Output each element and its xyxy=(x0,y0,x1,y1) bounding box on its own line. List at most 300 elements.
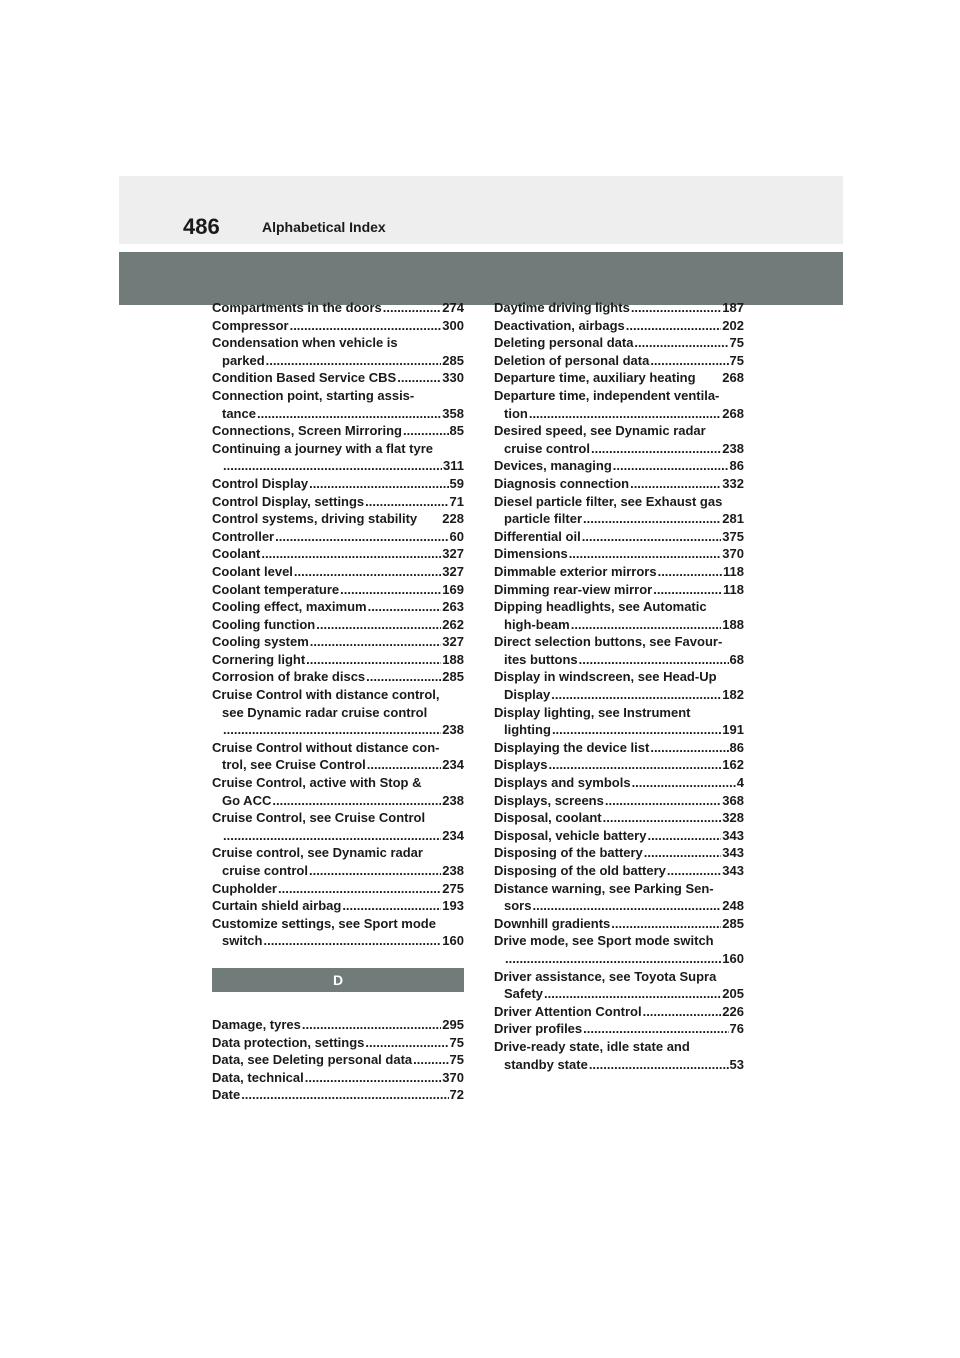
dot-leader xyxy=(278,880,441,898)
index-entry-row xyxy=(212,457,464,475)
dot-leader xyxy=(605,792,721,810)
page-reference: 75 xyxy=(449,1034,464,1050)
index-entry xyxy=(212,1016,464,1034)
index-entry xyxy=(212,686,464,739)
index-term: Driver profiles xyxy=(494,1021,583,1037)
page-reference: 188 xyxy=(442,651,464,667)
section-title: Alphabetical Index xyxy=(262,219,386,235)
index-term: trol, see Cruise Control xyxy=(222,757,366,773)
index-entry xyxy=(212,844,464,879)
index-entry-row xyxy=(212,352,464,370)
index-entry-text: Cruise Control without distance con- xyxy=(212,739,440,755)
page-reference: 332 xyxy=(722,475,744,491)
page-reference: 268 xyxy=(722,370,744,386)
index-entry-text: Display lighting, see Instrument xyxy=(494,704,691,720)
page-reference: 358 xyxy=(442,405,464,421)
index-entry-text: Customize settings, see Sport mode xyxy=(212,915,436,931)
index-entry xyxy=(212,774,464,809)
index-term: Data, see Deleting personal data xyxy=(212,1052,413,1068)
page-reference: 343 xyxy=(722,845,744,861)
page-reference: 327 xyxy=(442,546,464,562)
index-term: lighting xyxy=(504,722,551,738)
index-entry xyxy=(494,352,744,370)
index-entry-row xyxy=(212,1069,464,1087)
dot-leader xyxy=(383,299,442,317)
index-entry-row xyxy=(212,932,464,950)
index-entry-row xyxy=(494,686,744,704)
index-entry-row xyxy=(494,827,744,845)
dot-leader xyxy=(290,317,442,335)
dot-leader xyxy=(667,862,721,880)
index-entry-row xyxy=(212,827,464,845)
dot-leader xyxy=(643,1003,722,1021)
page-reference: 248 xyxy=(722,898,744,914)
dot-leader xyxy=(632,774,736,792)
page-reference: 191 xyxy=(722,722,744,738)
page-reference: 262 xyxy=(442,616,464,632)
index-entry-row xyxy=(494,440,744,458)
index-term: Connections, Screen Mirroring xyxy=(212,423,402,439)
dot-leader xyxy=(603,809,722,827)
index-entry-row xyxy=(494,405,744,423)
index-entry xyxy=(494,545,744,563)
index-entry-row xyxy=(212,616,464,634)
index-entry-text: Direct selection buttons, see Favour- xyxy=(494,634,723,650)
dot-leader xyxy=(309,475,448,493)
page-reference: 263 xyxy=(442,599,464,615)
page-reference: 59 xyxy=(449,475,464,491)
page-reference: 193 xyxy=(442,898,464,914)
index-entry-row xyxy=(494,1003,744,1021)
index-entry xyxy=(212,369,464,387)
index-entry-row xyxy=(212,756,464,774)
page-reference: 370 xyxy=(442,1069,464,1085)
index-term: Data protection, settings xyxy=(212,1034,365,1050)
dot-leader xyxy=(569,545,722,563)
index-entry-row xyxy=(494,950,744,968)
index-entry xyxy=(212,563,464,581)
index-entry xyxy=(212,317,464,335)
index-term: Driver Attention Control xyxy=(494,1003,642,1019)
index-entry-row xyxy=(212,633,464,651)
index-entry xyxy=(494,827,744,845)
page-reference: 68 xyxy=(729,651,744,667)
index-entry-row xyxy=(212,545,464,563)
page-reference: 268 xyxy=(722,405,744,421)
page-reference: 72 xyxy=(449,1087,464,1103)
index-entry-row xyxy=(212,1016,464,1034)
index-entry xyxy=(494,844,744,862)
dot-leader xyxy=(548,756,721,774)
page-reference: 285 xyxy=(722,915,744,931)
index-entry xyxy=(494,299,744,317)
index-entry xyxy=(212,422,464,440)
index-entry xyxy=(212,1069,464,1087)
index-term: Coolant temperature xyxy=(212,581,340,597)
page-reference: 4 xyxy=(736,775,744,791)
page-reference: 343 xyxy=(722,863,744,878)
index-entry xyxy=(494,809,744,827)
page-reference: 205 xyxy=(722,986,744,1002)
dot-leader xyxy=(316,616,441,634)
index-entry-row xyxy=(494,317,744,335)
index-entry-text: Driver assistance, see Toyota Supra xyxy=(494,968,717,984)
dot-leader xyxy=(647,827,721,845)
index-entry-row xyxy=(212,792,464,810)
index-entry xyxy=(494,563,744,581)
dot-leader xyxy=(365,493,448,511)
index-entry-row xyxy=(494,756,744,774)
index-entry xyxy=(212,510,464,528)
index-entry-text: Cruise Control, active with Stop & xyxy=(212,775,422,791)
index-entry xyxy=(494,880,744,915)
index-entry-text: Drive mode, see Sport mode switch xyxy=(494,933,714,949)
index-column-left xyxy=(212,299,464,1104)
index-entry-text: Cruise Control with distance control, xyxy=(212,687,440,703)
page-number: 486 xyxy=(183,214,220,239)
index-entry-text: Departure time, independent ventila- xyxy=(494,387,720,403)
page-reference: 238 xyxy=(442,792,464,808)
dot-leader xyxy=(634,334,728,352)
page-reference: 238 xyxy=(442,863,464,878)
index-entry-row xyxy=(494,651,744,669)
index-term: Data, technical xyxy=(212,1069,304,1085)
page-reference: 85 xyxy=(449,423,464,439)
index-entry xyxy=(494,1020,744,1038)
index-entry-row xyxy=(212,721,464,739)
index-term: cruise control xyxy=(222,863,308,878)
dot-leader xyxy=(309,862,441,880)
page-reference: 228 xyxy=(442,511,464,527)
page-reference: 162 xyxy=(722,757,744,773)
dot-leader xyxy=(368,598,442,616)
index-term: parked xyxy=(222,352,265,368)
index-entry-text: Drive-ready state, idle state and xyxy=(494,1038,690,1054)
index-entry-row xyxy=(494,457,744,475)
index-entry-text: Distance warning, see Parking Sen- xyxy=(494,880,714,896)
index-term: sors xyxy=(504,898,532,914)
index-entry-row xyxy=(212,651,464,669)
index-entry xyxy=(494,915,744,933)
index-entry-row xyxy=(212,897,464,915)
page-reference: 311 xyxy=(443,458,464,474)
index-entry-row xyxy=(212,581,464,599)
index-entry xyxy=(212,668,464,686)
index-entry xyxy=(212,387,464,422)
dot-leader xyxy=(552,721,721,739)
index-term: Condition Based Service CBS xyxy=(212,370,397,386)
dot-leader xyxy=(302,1016,441,1034)
index-entry xyxy=(212,1051,464,1069)
page-reference: 75 xyxy=(729,335,744,351)
index-entry-row xyxy=(494,581,744,599)
index-entry-row xyxy=(212,299,464,317)
page-reference: 76 xyxy=(729,1021,744,1037)
dot-leader xyxy=(650,739,728,757)
index-term: Disposal, coolant xyxy=(494,810,602,826)
index-term: Dimensions xyxy=(494,546,568,562)
dot-leader xyxy=(366,668,441,686)
dot-leader xyxy=(653,581,722,599)
index-entry xyxy=(494,774,744,792)
index-entry-row xyxy=(494,721,744,739)
index-entry-row xyxy=(494,862,744,880)
dot-leader xyxy=(579,651,729,669)
page-reference: 118 xyxy=(723,581,744,597)
dot-leader xyxy=(583,510,721,528)
index-entry-row xyxy=(494,545,744,563)
page-reference: 370 xyxy=(722,546,744,562)
index-entry xyxy=(212,528,464,546)
index-entry xyxy=(212,440,464,475)
index-entry-row xyxy=(494,739,744,757)
dot-leader xyxy=(223,827,441,845)
page-reference: 160 xyxy=(722,950,744,966)
index-entry-row xyxy=(494,774,744,792)
index-list-d-continued xyxy=(494,299,744,1073)
index-entry-row xyxy=(212,563,464,581)
index-entry xyxy=(212,880,464,898)
index-term: Control systems, driving stability xyxy=(212,511,418,527)
index-column-right xyxy=(494,299,744,1073)
index-entry-row xyxy=(494,528,744,546)
index-entry-row xyxy=(212,598,464,616)
letter-header-d: D xyxy=(212,968,464,992)
index-term: Displaying the device list xyxy=(494,739,650,755)
index-entry-text: Desired speed, see Dynamic radar xyxy=(494,423,706,439)
index-entry-text: Display in windscreen, see Head-Up xyxy=(494,669,717,685)
index-term: Deletion of personal data xyxy=(494,352,650,368)
page-reference: 86 xyxy=(729,458,744,474)
index-entry-row xyxy=(212,405,464,423)
header-band xyxy=(119,176,843,244)
index-term: Coolant level xyxy=(212,563,293,579)
index-entry-row xyxy=(494,792,744,810)
index-entry-row xyxy=(212,1086,464,1104)
index-entry xyxy=(494,581,744,599)
index-entry-text: Cruise Control, see Cruise Control xyxy=(212,810,426,826)
index-entry-row xyxy=(494,563,744,581)
index-term: cruise control xyxy=(504,440,590,456)
page-reference: 343 xyxy=(722,827,744,843)
index-entry xyxy=(212,633,464,651)
index-entry xyxy=(212,897,464,915)
index-term: Disposing of the old battery xyxy=(494,863,666,878)
index-entry xyxy=(212,739,464,774)
page-reference: 295 xyxy=(442,1016,464,1032)
index-entry-row xyxy=(494,897,744,915)
dot-leader xyxy=(261,545,441,563)
index-entry-row xyxy=(494,616,744,634)
dot-leader xyxy=(306,651,441,669)
dot-leader xyxy=(413,1051,448,1069)
index-entry xyxy=(494,633,744,668)
index-entry xyxy=(212,651,464,669)
page-reference: 182 xyxy=(722,687,744,703)
dot-leader xyxy=(505,950,721,968)
index-term: Cooling effect, maximum xyxy=(212,599,367,615)
index-entry xyxy=(494,968,744,1003)
page-reference: 188 xyxy=(722,616,744,632)
index-entry xyxy=(494,739,744,757)
page-reference: 71 xyxy=(449,493,464,509)
page-reference: 275 xyxy=(442,880,464,896)
index-entry-row xyxy=(494,369,744,387)
index-entry xyxy=(494,932,744,967)
index-entry xyxy=(212,334,464,369)
page-reference: 160 xyxy=(442,933,464,949)
index-entry-text: Continuing a journey with a flat tyre xyxy=(212,440,434,456)
index-term: Displays and symbols xyxy=(494,775,631,791)
page-reference: 328 xyxy=(722,810,744,826)
page-reference: 285 xyxy=(442,352,464,368)
page-reference: 202 xyxy=(722,317,744,333)
index-list-d xyxy=(212,1016,464,1104)
index-term: Control Display xyxy=(212,475,309,491)
index-list-c xyxy=(212,299,464,950)
dot-leader xyxy=(310,633,442,651)
dot-leader xyxy=(626,317,722,335)
index-term: Cooling function xyxy=(212,616,316,632)
index-term: Safety xyxy=(504,986,544,1002)
index-entry xyxy=(494,704,744,739)
index-entry-row xyxy=(494,352,744,370)
index-term: Departure time, auxiliary heating xyxy=(494,370,696,386)
dot-leader xyxy=(241,1086,448,1104)
index-entry xyxy=(494,668,744,703)
index-term: Compressor xyxy=(212,317,289,333)
index-term: Disposal, vehicle battery xyxy=(494,827,647,843)
index-entry xyxy=(212,616,464,634)
dot-leader xyxy=(365,1034,448,1052)
index-term: Controller xyxy=(212,528,275,544)
index-entry-text: Cruise control, see Dynamic radar xyxy=(212,845,423,861)
header-dark-band xyxy=(119,252,843,305)
index-term: Diagnosis connection xyxy=(494,475,630,491)
index-entry-row xyxy=(212,317,464,335)
index-entry xyxy=(494,493,744,528)
index-term: standby state xyxy=(504,1056,588,1072)
index-term: Disposing of the battery xyxy=(494,845,643,861)
dot-leader xyxy=(403,422,449,440)
index-entry-row xyxy=(494,844,744,862)
index-term: Devices, managing xyxy=(494,458,612,474)
dot-leader xyxy=(551,686,721,704)
index-entry-row xyxy=(494,809,744,827)
index-entry-row xyxy=(212,493,464,511)
index-term: Displays xyxy=(494,757,548,773)
index-entry xyxy=(494,369,744,387)
page-reference: 86 xyxy=(729,739,744,755)
index-term: particle filter xyxy=(504,511,583,527)
page-reference: 53 xyxy=(729,1056,744,1072)
page-reference: 274 xyxy=(442,300,464,315)
index-term: Go ACC xyxy=(222,792,272,808)
index-entry xyxy=(494,598,744,633)
page-reference: 226 xyxy=(722,1003,744,1019)
index-entry-text: Connection point, starting assis- xyxy=(212,387,415,403)
index-entry xyxy=(212,915,464,950)
index-entry xyxy=(494,475,744,493)
index-entry xyxy=(212,545,464,563)
page-reference: 327 xyxy=(442,634,464,650)
index-entry xyxy=(212,598,464,616)
dot-leader xyxy=(397,369,441,387)
index-term: high-beam xyxy=(504,616,570,632)
dot-leader xyxy=(644,844,722,862)
page-reference: 75 xyxy=(729,352,744,368)
index-term: Displays, screens xyxy=(494,792,604,808)
dot-leader xyxy=(571,616,722,634)
dot-leader xyxy=(342,897,441,915)
dot-leader xyxy=(630,475,721,493)
dot-leader xyxy=(340,581,441,599)
index-term: Display xyxy=(504,687,551,703)
page-reference: 281 xyxy=(722,511,744,527)
dot-leader xyxy=(544,985,721,1003)
index-entry-row xyxy=(212,668,464,686)
index-term: Control Display, settings xyxy=(212,493,365,509)
index-entry-text: Dipping headlights, see Automatic xyxy=(494,599,707,615)
index-entry xyxy=(212,493,464,511)
index-entry xyxy=(494,1003,744,1021)
page-reference: 368 xyxy=(722,792,744,808)
index-entry-row xyxy=(212,1034,464,1052)
index-entry xyxy=(494,528,744,546)
index-term: switch xyxy=(222,933,263,949)
index-term: Cornering light xyxy=(212,651,306,667)
index-entry-text: Condensation when vehicle is xyxy=(212,335,398,351)
index-entry-row xyxy=(212,1051,464,1069)
index-entry xyxy=(494,387,744,422)
index-term: Dimming rear-view mirror xyxy=(494,581,653,597)
index-entry-row xyxy=(212,510,464,528)
index-term: Downhill gradients xyxy=(494,915,611,931)
page-reference: 300 xyxy=(442,317,464,333)
index-entry-row xyxy=(494,915,744,933)
index-entry-row xyxy=(212,475,464,493)
index-entry xyxy=(494,334,744,352)
index-entry-row xyxy=(494,985,744,1003)
index-entry-row xyxy=(212,880,464,898)
index-term: Corrosion of brake discs xyxy=(212,669,366,685)
dot-leader xyxy=(631,299,721,317)
index-entry-row xyxy=(212,422,464,440)
index-term: tion xyxy=(504,405,528,421)
dot-leader xyxy=(367,756,442,774)
dot-leader xyxy=(650,352,728,370)
page-reference: 330 xyxy=(442,370,464,386)
dot-leader xyxy=(611,915,721,933)
page-reference: 238 xyxy=(722,440,744,456)
index-entry-row xyxy=(494,1020,744,1038)
page-reference: 169 xyxy=(442,581,464,597)
dot-leader xyxy=(583,1020,728,1038)
dot-leader xyxy=(582,528,722,546)
index-entry xyxy=(494,862,744,880)
page-reference: 187 xyxy=(722,300,744,315)
index-term: Daytime driving lights xyxy=(494,300,630,315)
index-term: Damage, tyres xyxy=(212,1016,301,1032)
page-reference: 285 xyxy=(442,669,464,685)
index-term: Cooling system xyxy=(212,634,309,650)
index-term: Differential oil xyxy=(494,528,581,544)
page-reference: 118 xyxy=(723,563,744,579)
dot-leader xyxy=(275,528,448,546)
dot-leader xyxy=(529,405,721,423)
dot-leader xyxy=(658,563,722,581)
index-term: Deactivation, airbags xyxy=(494,317,625,333)
